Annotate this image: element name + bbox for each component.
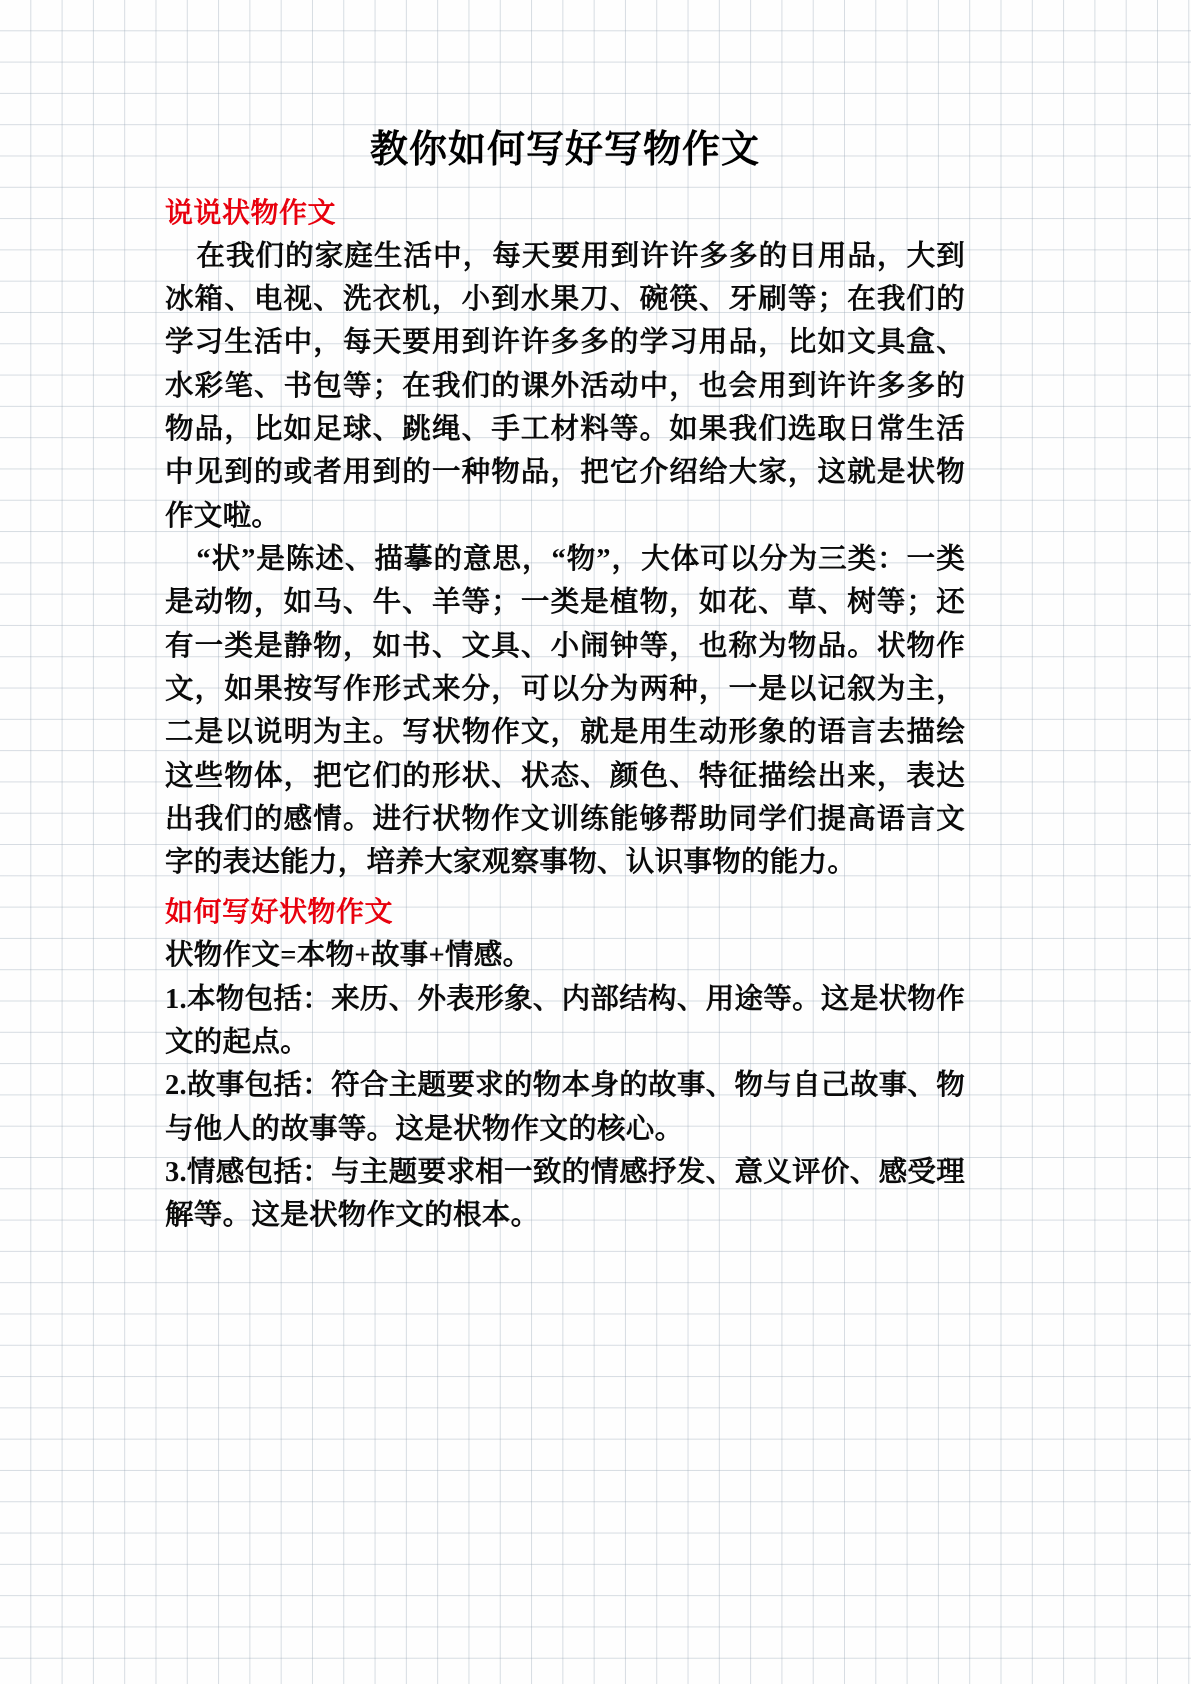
paragraph-2-2: 1.本物包括：来历、外表形象、内部结构、用途等。这是状物作文的起点。 [165,983,965,1058]
paragraph-2-3: 2.故事包括：符合主题要求的物本身的故事、物与自己故事、物与他人的故事等。这是状物作文的核心。 [165,1070,965,1145]
paragraph-2-1: 状物作文=本物+故事+情感。 [165,940,532,972]
paragraph-2-4: 3.情感包括：与主题要求相一致的情感抒发、意义评价、感受理解等。这是状物作文的根本。 [165,1156,965,1232]
spacer [165,884,965,888]
section-heading-1: 说说状物作文 [165,198,337,229]
section-heading-2: 如何写好状物作文 [165,897,394,929]
document-content [165,118,965,1237]
page-title: 教你如何写好写物作文 [369,129,760,171]
paragraph-1-1: 在我们的家庭生活中，每天要用到许许多多的日用品，大到冰箱、电视、洗衣机，小到水果刀、碗筷、牙刷等；在我们的学习生活中，每天要用到许许多多的学习用品，比如文具盒、水彩笔、书包等；在我们的课外活动中，也会用到许许多多的物品，比如足球、跳绳、手工材料等。如果我们选取日常生活中见到的或者用到的一种物品，把它介绍给大家，这就是状物作文啦。 [165,240,965,532]
paragraph-1-2: “状”是陈述、描摹的意思，“物”，大体可以分为三类：一类是动物，如马、牛、羊等；一类是植物，如花、草、树等；还有一类是静物，如书、文具、小闹钟等，也称为物品。状物作文，如果按写作形式来分，可以分为两种，一是以记叙为主，二是以说明为主。写状物作文，就是用生动形象的语言去描绘这些物体，把它们的形状、状态、颜色、特征描绘出来，表达出我们的感情。进行状物作文训练能够帮助同学们提高语言文字的表达能力，培养大家观察事物、认识事物的能力。 [165,543,965,879]
